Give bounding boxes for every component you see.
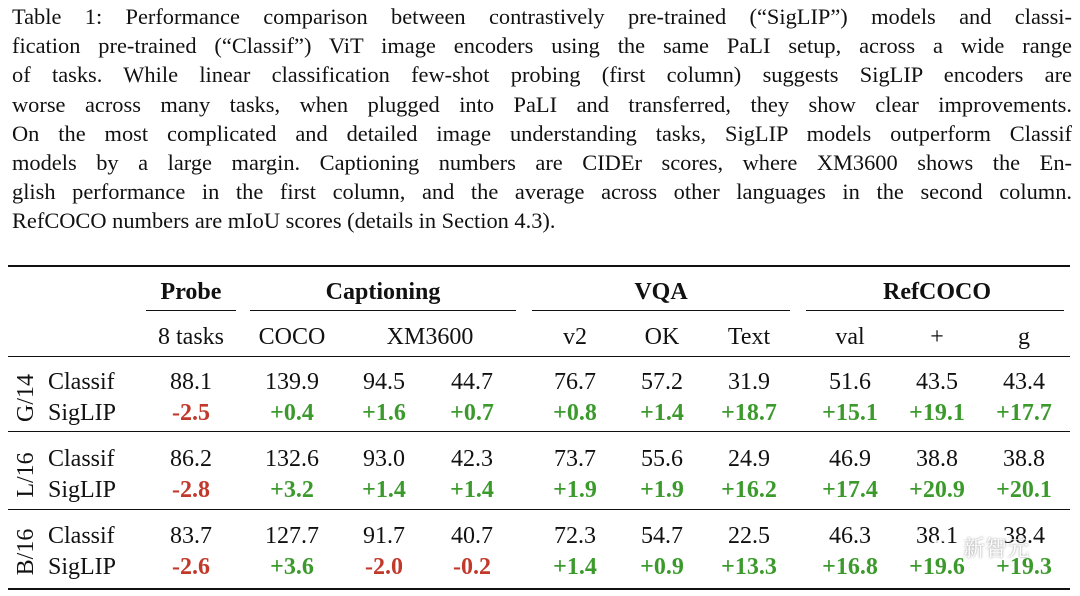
- table-cell: +1.6: [362, 400, 406, 426]
- table-cell: 73.7: [554, 446, 596, 472]
- table-cell: 46.3: [829, 523, 871, 549]
- table-cell: 38.4: [1003, 523, 1045, 549]
- watermark: [932, 532, 1029, 563]
- caption-line: models by a large margin. Captioning numbers are CIDEr scores, where XM3600 shows the En-: [12, 150, 1072, 176]
- caption-line: glish performance in the first column, and the average across other languages in the second column.: [12, 179, 1072, 205]
- table-cell: 24.9: [728, 446, 770, 472]
- caption-line: fication pre-trained (“Classif”) ViT image encoders using the same PaLI setup, across a wide range: [12, 33, 1072, 59]
- table-cell: 40.7: [451, 523, 493, 549]
- model-size-label: L/16: [13, 451, 39, 498]
- table-cell: +20.1: [996, 477, 1052, 503]
- cmidrule-vqa: [532, 310, 790, 311]
- table-cell: +19.6: [909, 554, 965, 580]
- table-cell: 91.7: [363, 523, 405, 549]
- table-cell: +19.3: [996, 554, 1052, 580]
- cmidrule-captioning: [250, 310, 516, 311]
- table-cell: 86.2: [170, 446, 212, 472]
- table-cell: 127.7: [265, 523, 319, 549]
- model-size-label: B/16: [13, 528, 39, 575]
- table-cell: +15.1: [822, 400, 878, 426]
- table-cell: 54.7: [641, 523, 683, 549]
- table-cell: 43.5: [916, 369, 958, 395]
- table-cell: -2.8: [172, 477, 210, 503]
- table-cell: +0.8: [553, 400, 597, 426]
- table-cell: +0.7: [450, 400, 494, 426]
- cmidrule-probe: [146, 310, 236, 311]
- row-label: SigLIP: [48, 554, 117, 580]
- table-cell: 55.6: [641, 446, 683, 472]
- subheader-coco: COCO: [258, 324, 326, 350]
- group-header-probe: Probe: [160, 279, 222, 305]
- table-cell: -2.6: [172, 554, 210, 580]
- table-cell: 46.9: [829, 446, 871, 472]
- table-cell: 44.7: [451, 369, 493, 395]
- wechat-icon: [932, 539, 956, 559]
- header-rule: [8, 356, 1070, 357]
- subheader-8-tasks: 8 tasks: [158, 324, 224, 350]
- table-cell: 51.6: [829, 369, 871, 395]
- row-label: Classif: [48, 446, 115, 472]
- section-rule: [8, 431, 1070, 432]
- table-cell: -2.0: [365, 554, 403, 580]
- table-cell: +17.7: [996, 400, 1052, 426]
- model-size-label: G/14: [13, 373, 39, 422]
- subheader-xm3600: XM3600: [386, 324, 474, 350]
- table-cell: +3.2: [270, 477, 314, 503]
- subheader-val: val: [835, 324, 865, 350]
- subheader-v2: v2: [563, 324, 587, 350]
- row-label: SigLIP: [48, 477, 117, 503]
- table-cell: 93.0: [363, 446, 405, 472]
- table-cell: 94.5: [363, 369, 405, 395]
- table-cell: 38.8: [916, 446, 958, 472]
- table-cell: 31.9: [728, 369, 770, 395]
- cmidrule-refcoco: [806, 310, 1064, 311]
- table-cell: +17.4: [822, 477, 878, 503]
- table-top-rule: [8, 265, 1070, 267]
- watermark-text: 新智元: [963, 537, 1030, 562]
- table-cell: +18.7: [721, 400, 777, 426]
- caption-line: of tasks. While linear classification few-shot probing (first column) suggests SigLIP encoders are: [12, 62, 1072, 88]
- section-rule: [8, 509, 1070, 510]
- table-cell: +1.4: [362, 477, 406, 503]
- table-cell: 42.3: [451, 446, 493, 472]
- table-cell: 132.6: [265, 446, 319, 472]
- row-label: Classif: [48, 523, 115, 549]
- table-caption: [12, 2, 1072, 236]
- table-cell: 88.1: [170, 369, 212, 395]
- table-cell: 38.8: [1003, 446, 1045, 472]
- table-cell: 76.7: [554, 369, 596, 395]
- row-label: Classif: [48, 369, 115, 395]
- table-cell: +0.4: [270, 400, 314, 426]
- table-cell: +3.6: [270, 554, 314, 580]
- subheader-text: Text: [727, 324, 771, 350]
- subheader-g: g: [1018, 324, 1030, 350]
- table-cell: +1.9: [553, 477, 597, 503]
- table-cell: +1.4: [553, 554, 597, 580]
- table-cell: -2.5: [172, 400, 210, 426]
- caption-line: On the most complicated and detailed image understanding tasks, SigLIP models outperform Classif: [12, 120, 1072, 146]
- table-cell: -0.2: [453, 554, 491, 580]
- caption-line: Table 1: Performance comparison between contrastively pre-trained (“SigLIP”) models and classi-: [12, 4, 1072, 29]
- group-header-vqa: VQA: [634, 279, 688, 305]
- table-cell: +13.3: [721, 554, 777, 580]
- table-cell: +0.9: [640, 554, 684, 580]
- table-cell: 57.2: [641, 369, 683, 395]
- table-cell: +1.4: [450, 477, 494, 503]
- subheader-ok: OK: [644, 324, 680, 350]
- group-header-refcoco: RefCOCO: [883, 279, 991, 305]
- subheader-plus: +: [930, 324, 944, 350]
- table-cell: 22.5: [728, 523, 770, 549]
- caption-line: worse across many tasks, when plugged into PaLI and transferred, they show clear improvements.: [12, 91, 1072, 117]
- table-cell: +16.2: [721, 477, 777, 503]
- table-cell: 72.3: [554, 523, 596, 549]
- group-header-captioning: Captioning: [325, 279, 441, 305]
- table-cell: 38.1: [916, 523, 958, 549]
- table-cell: +19.1: [909, 400, 965, 426]
- table-cell: +1.4: [640, 400, 684, 426]
- table-cell: +1.9: [640, 477, 684, 503]
- table-bottom-rule: [8, 588, 1070, 590]
- table-cell: 139.9: [265, 369, 319, 395]
- table-cell: +20.9: [909, 477, 965, 503]
- table-cell: 43.4: [1003, 369, 1045, 395]
- table-cell: 83.7: [170, 523, 212, 549]
- row-label: SigLIP: [48, 400, 117, 426]
- caption-line: RefCOCO numbers are mIoU scores (details in Section 4.3).: [12, 208, 556, 234]
- table-cell: +16.8: [822, 554, 878, 580]
